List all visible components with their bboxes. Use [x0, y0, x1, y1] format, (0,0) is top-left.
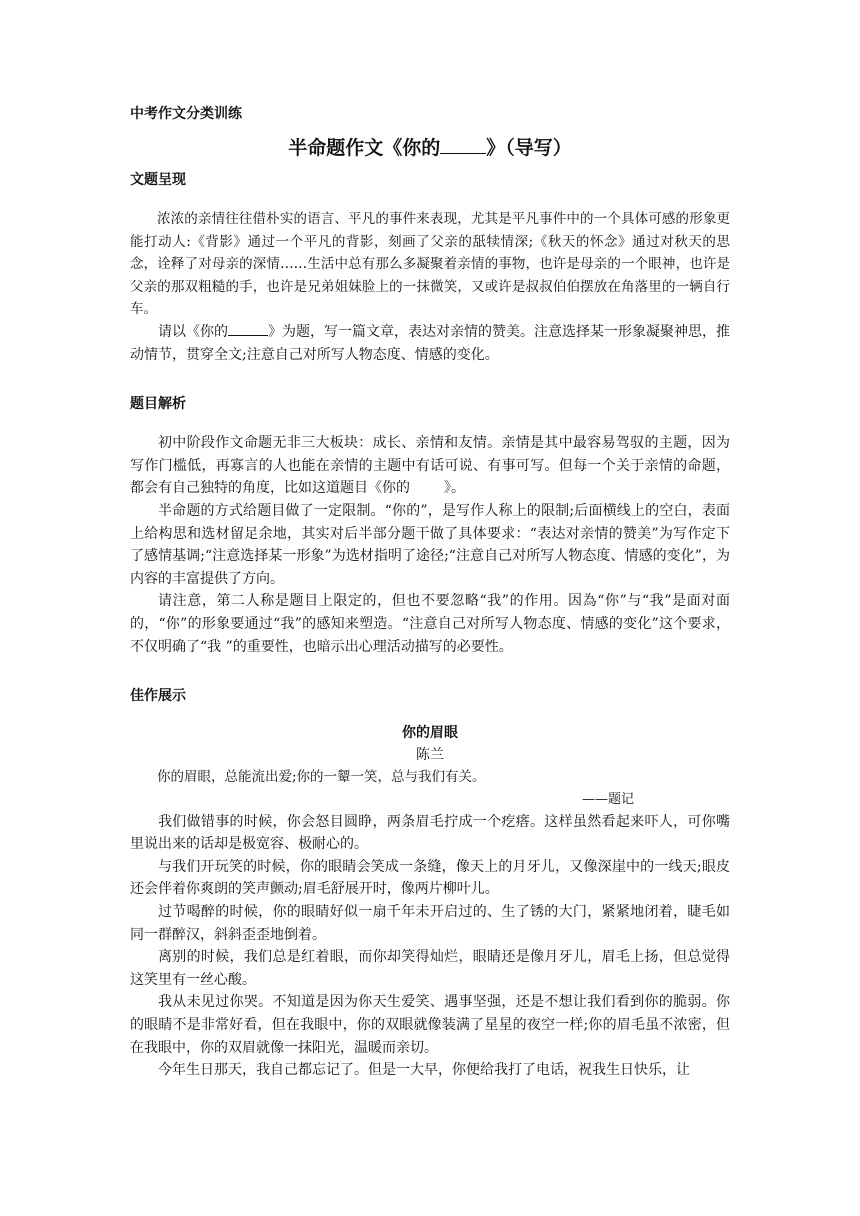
instruction-suffix: 》为题，写一篇文章，表达对亲情的赞美。注意选择某一形象凝聚神思，推动情节，贯穿全文;注意自己对所写人物态度、情感的变化。 — [130, 323, 730, 363]
title-suffix: 》（导写） — [486, 137, 572, 159]
essay-epigraph: 你的眉眼，总能流出爱;你的一颦一笑，总与我们有关。 — [157, 769, 486, 786]
section-heading-essay: 佳作展示 — [130, 688, 186, 705]
analysis-paragraph-2: 半命题的方式给题目做了一定限制。“你的”，是写作人称上的限制;后面横线上的空白，表面上给构思和选材留足余地，其实对后半部分题干做了具体要求：“表达对亲情的赞美”为写作定下了感情基调;“注意选择某一形象”为选材指明了途径;“注意自己对所写人物态度、情感的变化”，为内容的丰富提供了方向。 — [130, 502, 730, 587]
title-blank — [440, 135, 486, 154]
essay-title: 你的眉眼 — [402, 725, 458, 742]
analysis-paragraph-3: 请注意，第二人称是题目上限定的，但也不要忽略“我”的作用。因為“你”与“我”是面对面的，“你”的形象要通过“我”的感知来塑造。“注意自己对所写人物态度、情感的变化”这个要求，不仅明确了“我 ”的重要性，也暗示出心理活动描写的必要性。 — [130, 593, 730, 655]
title-prefix: 半命题作文《你的 — [288, 137, 441, 159]
essay-paragraph: 过节喝醉的时候，你的眼睛好似一扇千年未开启过的、生了锈的大门，紧紧地闭着，睫毛如同一群醉汉，斜斜歪歪地倒着。 — [130, 904, 730, 943]
essay-paragraph: 今年生日那天，我自己都忘记了。但是一大早，你便给我打了电话，祝我生日快乐，让 — [158, 1062, 690, 1079]
section-heading-topic: 文题呈现 — [130, 172, 186, 188]
analysis-p1-suffix: 》。 — [444, 480, 465, 497]
essay-paragraph: 离别的时候，我们总是红着眼，而你却笑得灿烂，眼睛还是像月牙儿，眉毛上扬，但总觉得这笑里有一丝心酸。 — [130, 949, 730, 988]
essay-paragraph: 与我们开玩笑的时候，你的眼睛会笑成一条缝，像天上的月牙儿，又像深崖中的一线天;眼皮还会伴着你爽朗的笑声颤动;眉毛舒展开时，像两片柳叶儿。 — [130, 858, 730, 898]
essay-author: 陈兰 — [416, 747, 444, 764]
instruction-blank — [228, 321, 268, 336]
page-title — [130, 134, 730, 162]
instruction-prefix: 请以《你的 — [158, 323, 228, 340]
topic-instruction — [130, 321, 730, 366]
essay-paragraph: 我们做错事的时候，你会怒目圆睁，两条眉毛拧成一个疙瘩。这样虽然看起来吓人，可你嘴里说出来的话却是极宽容、极耐心的。 — [130, 813, 730, 853]
analysis-paragraph-1 — [130, 432, 730, 500]
epigraph-signature: ——题记 — [581, 791, 634, 807]
topic-paragraph: 浓浓的亲情往往借朴实的语言、平凡的事件来表现，尤其是平凡事件中的一个具体可感的形象更能打动人:《背影》通过一个平凡的背影，刻画了父亲的舐犊情深;《秋天的怀念》通过对秋天的思念，诠释了对母亲的深情……生活中总有那么多凝聚着亲情的事物，也许是母亲的一个眼神，也许是父亲的那双粗糙的手，也许是兄弟姐妹脸上的一抹微笑，又或许是叔叔伯伯摆放在角落里的一辆自行车。 — [130, 211, 730, 318]
essay-paragraph: 我从未见过你哭。不知道是因为你天生爱笑、遇事坚强，还是不想让我们看到你的脆弱。你的眼睛不是非常好看，但在我眼中，你的双眼就像装满了星星的夜空一样;你的眉毛虽不浓密，但在我眼中，你的双眉就像一抹阳光，温暖而亲切。 — [130, 994, 730, 1056]
analysis-p1-prefix: 初中阶段作文命题无非三大板块：成长、亲情和友情。亲情是其中最容易驾驭的主题，因为写作门槛低，再寡言的人也能在亲情的主题中有话可说、有事可写。但每一个关于亲情的命题，都会有自己独特的角度，比如这道题目《你的 — [130, 435, 730, 497]
document-page — [130, 104, 730, 1082]
series-header: 中考作文分类训练 — [130, 106, 242, 122]
section-heading-analysis: 题目解析 — [130, 396, 186, 413]
